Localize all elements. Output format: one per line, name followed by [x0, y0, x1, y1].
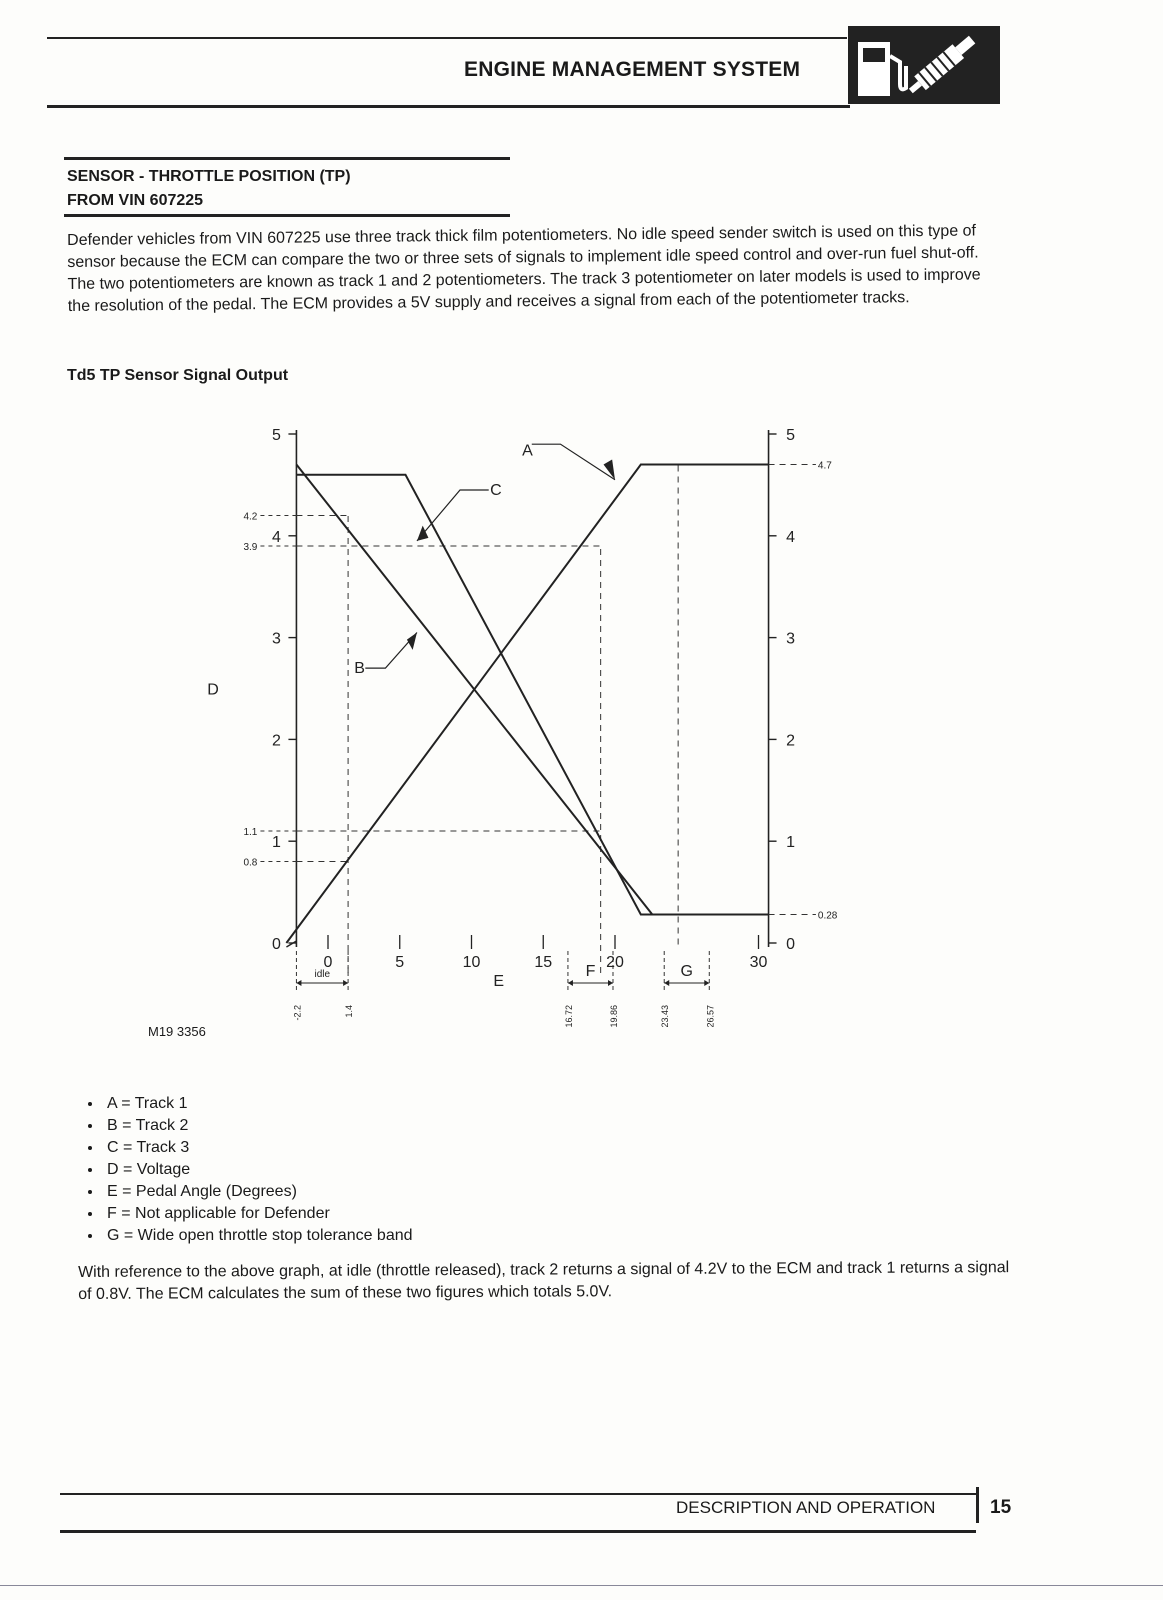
y-tick-label-left: 5 — [271, 427, 281, 444]
series-line-track — [296, 475, 768, 915]
series-label-a: A — [522, 442, 533, 460]
voltage-ref-label: 3.9 — [243, 541, 258, 553]
legend-item: • F = Not applicable for Defender — [103, 1203, 413, 1225]
footer-divider — [976, 1487, 979, 1523]
header-top-rule — [47, 37, 847, 39]
pedal-angle-ref-label: 1.4 — [344, 1005, 355, 1018]
section-bottom-rule — [64, 214, 510, 217]
section-subtitle: FROM VIN 607225 — [67, 192, 204, 209]
pedal-angle-ref-label: 19.86 — [608, 1005, 619, 1028]
x-tick-label: 0 — [323, 954, 333, 971]
series-label-b: B — [354, 660, 365, 678]
legend-item: • C = Track 3 — [103, 1137, 413, 1159]
callout-arrow-c — [417, 526, 428, 541]
section-title: SENSOR - THROTTLE POSITION (TP) — [67, 168, 351, 185]
header-bottom-rule — [47, 105, 850, 108]
x-tick-label: 10 — [462, 954, 481, 971]
legend-item: • A = Track 1 — [103, 1093, 413, 1115]
f-band-arrow-right — [608, 980, 613, 986]
callout-arrow-b — [407, 633, 417, 650]
tp-sensor-chart — [0, 400, 1163, 1050]
y-tick-label-right: 5 — [786, 427, 795, 444]
f-band-arrow-left — [568, 980, 573, 986]
y-tick-label-right: 0 — [786, 936, 795, 953]
x-axis-letter-e: E — [493, 973, 505, 990]
idle-band-arrow-right — [343, 980, 348, 986]
chart-series — [286, 444, 768, 943]
explanation-paragraph: With reference to the above graph, at idle (throttle released), track 2 returns a signal of 4.2V to the ECM and track 1 returns a signal of 0.8V. The ECM calculates the sum of these two figures which totals 5.0V. — [78, 1259, 1010, 1303]
legend-item: • D = Voltage — [103, 1159, 413, 1181]
voltage-ref-label: 0.8 — [243, 857, 258, 869]
fuel-pump-and-injector-icon — [848, 26, 1000, 104]
header-title: ENGINE MANAGEMENT SYSTEM — [464, 58, 801, 81]
legend-list — [75, 1093, 413, 1247]
pedal-angle-ref-label: 16.72 — [563, 1005, 574, 1028]
voltage-ref-label: 4.2 — [243, 511, 258, 523]
chart-labels — [207, 427, 838, 1028]
intro-paragraph: Defender vehicles from VIN 607225 use three track thick film potentiometers. No idle speed sender switch is used on this type of sensor because the ECM can compare the two or three sets of signals to implement idle speed control and over-run fuel shut-off. The two potentiometers are known as track 1 and 2 potentiometers. The track 3 potentiometer on later models is used to improve the resolution of the pedal. The ECM provides a 5V supply and receives a signal from each of the potentiometer tracks. — [67, 222, 981, 315]
pedal-angle-ref-label: -2.2 — [292, 1005, 303, 1021]
callout-leader-b — [365, 633, 417, 669]
page-number: 15 — [990, 1497, 1012, 1518]
y-tick-label-right: 3 — [786, 630, 795, 648]
chart-heading: Td5 TP Sensor Signal Output — [67, 367, 289, 384]
voltage-ref-label: 4.7 — [817, 460, 832, 472]
x-tick-label: 15 — [534, 954, 553, 971]
g-band-arrow-right — [704, 980, 709, 986]
legend-item: • G = Wide open throttle stop tolerance band — [103, 1225, 413, 1247]
y-tick-label-left: 0 — [271, 936, 281, 953]
section-top-rule — [64, 157, 510, 160]
f-band-label: F — [585, 963, 596, 980]
footer-section-label: DESCRIPTION AND OPERATION — [676, 1498, 936, 1517]
legend-item: • E = Pedal Angle (Degrees) — [103, 1181, 413, 1203]
g-band-label: G — [680, 963, 693, 980]
voltage-ref-label: 0.28 — [817, 910, 838, 922]
pedal-angle-ref-label: 26.57 — [705, 1005, 716, 1028]
x-tick-label: 20 — [606, 954, 624, 971]
y-tick-label-right: 2 — [786, 732, 795, 750]
idle-band-label: idle — [314, 969, 331, 980]
y-tick-label-right: 1 — [786, 834, 795, 852]
scan-edge-line — [0, 1585, 1163, 1586]
y-axis-letter-d: D — [207, 681, 219, 699]
legend-item: • B = Track 2 — [103, 1115, 413, 1137]
figure-code: M19 3356 — [148, 1024, 206, 1039]
footer-bottom-rule — [60, 1530, 976, 1533]
y-tick-label-left: 3 — [271, 630, 281, 648]
callout-leader-a — [532, 444, 615, 480]
voltage-ref-label: 1.1 — [243, 827, 258, 839]
reference-lines — [260, 465, 815, 991]
chart-axes — [286, 430, 776, 949]
series-line-track — [296, 465, 768, 915]
y-tick-label-left: 4 — [271, 528, 281, 546]
y-tick-label-right: 4 — [786, 528, 795, 546]
idle-band-arrow-left — [296, 980, 301, 986]
x-tick-label: 5 — [395, 954, 405, 971]
y-tick-label-left: 2 — [271, 732, 281, 750]
y-tick-label-left: 1 — [271, 834, 281, 852]
footer-top-rule — [60, 1493, 976, 1495]
g-band-arrow-left — [664, 980, 669, 986]
x-tick-label: 30 — [749, 954, 768, 971]
pedal-angle-ref-label: 23.43 — [660, 1005, 671, 1028]
series-label-c: C — [490, 482, 502, 500]
